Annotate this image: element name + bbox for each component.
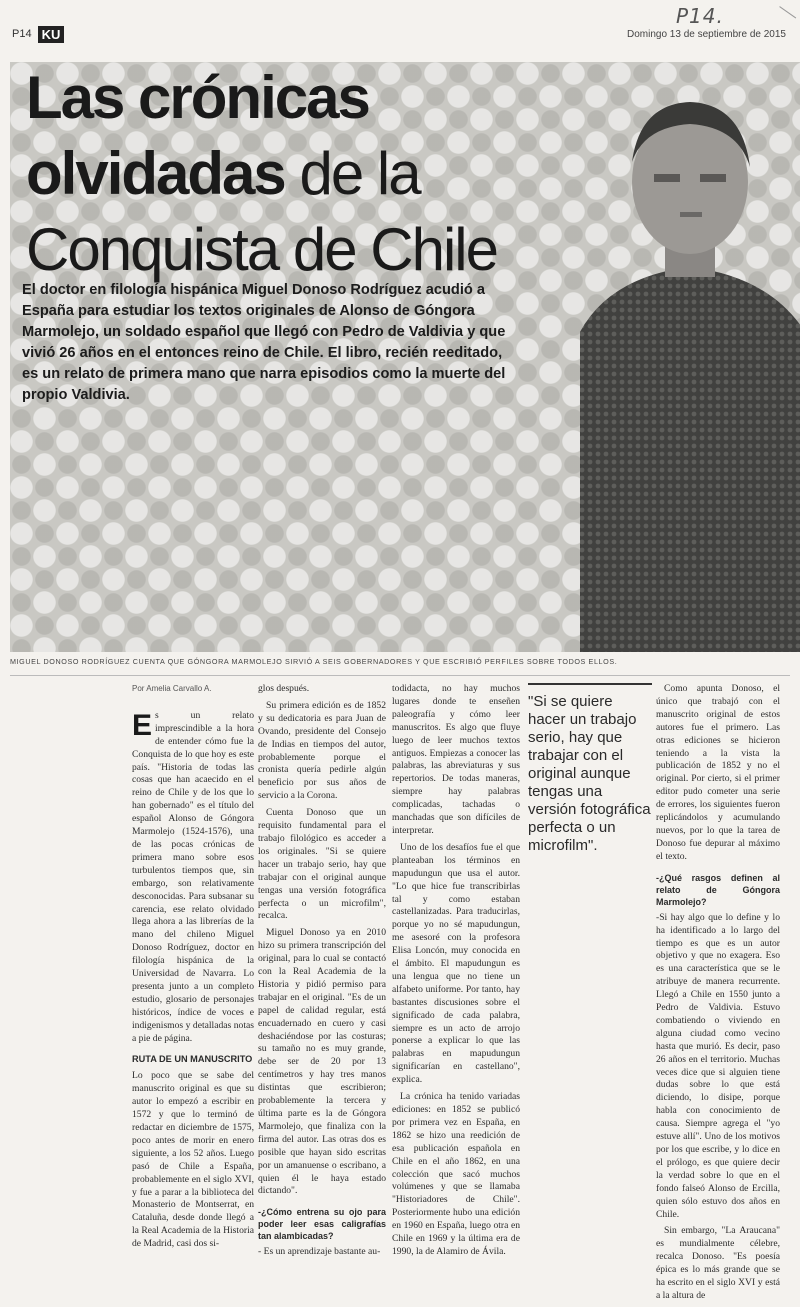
headline-line-1: Las crónicas [26,64,369,131]
interview-question: -¿Qué rasgos definen al relato de Góngora Marmolejo? [656,872,780,907]
issue-date: Domingo 13 de septiembre de 2015 [627,28,786,40]
article-column-2 [258,683,386,1263]
lede-paragraph: El doctor en filología hispánica Miguel Donoso Rodríguez acudió a España para estudiar los textos originales de Alonso de Góngora Marmolejo, un soldado español que llegó con Pedro de Valdivia y que vivió 26 años en el entonces reino de Chile. El libro, recién reeditado, es un relato de primera mano que narra episodios como la muerte del propio Valdivia. [22,282,506,403]
article-column-4 [528,683,652,855]
paragraph: - Es un aprendizaje bastante au- [258,1246,381,1258]
paragraph: s un relato imprescindible a la hora de entender cómo fue la Conquista de lo que hoy es este país. "Historia de todas las cosas que han acaecido en el reino de Chile y de los que lo han gobernado" es el título del español Alonso de Góngora Marmolejo (1524-1576), una de las pocas crónicas de primera mano sobre esos turbulentos tiempos que, sin embargo, son relativamente desconocidas. Para subsanar su carencia, ese relato olvidado llega ahora a las librerías de la mano del chileno Miguel Donoso Rodríguez, doctor en filología hispánica de la Universidad de Navarra. Lo presenta junto a un completo estudio, glosario de personajes históricos, índice de voces e indigenismos y detalladas notas a pie de página. [132,709,254,1044]
article-column-1 [132,683,254,1255]
article-column-3 [392,683,520,1263]
article-column-5 [656,683,780,1307]
paragraph: -Si hay algo que lo define y lo ha identificado a lo largo del tiempo es que es un autor objetivo y que no exagera. Eso es una característica que se le atribuye de manera recurrente. Llegó a Chile en 1550 junto a Pedro de Valdivia. Estuvo combatiendo o viviendo en alguna ciudad como vecino hasta que murió. Es decir, paso 26 años en el territorio. Muchas veces dice que si alguien tiene dudas sobre lo que está diciendo, lo disipe, porque habla con conocimiento de causa. Siempre agrega el "yo estuve allí". Uno de los motivos por los que escribe, y lo dice en el prólogo, es que quiere decir la verdad sobre lo que en el fondo falseó Alonso de Ercilla, quien sólo estuvo dos años en Chile. [656,911,780,1220]
paragraph: Como apunta Donoso, el único que trabajó con el manuscrito original de estos autores fue el primero. Las otras ediciones se hicieron teniendo a la vista la publicación de 1852 y no el original. Por cierto, si el primer editor pudo cometer una serie de errores, los siguientes fueron replicándolos y acumulando nuevos, por lo que la tarea de Donoso fue depurar al máximo el texto. [656,683,780,862]
paragraph: Uno de los desafíos fue el que planteaban los términos en mapudungun que usa el autor. "Lo que hice fue transcribirlas tal y como estaban castellanizadas. Para traducirlas, porque yo no sé mapudungun, me asesoré con la profesora Elisa Loncón, muy conocida en el ámbito. El mapudungun es una lengua que no tiene un alfabeto uniforme. Por tanto, hay bastantes discusiones sobre el significado de cada palabra, siempre es un acto de arrojo ponerse a explicar lo que las palabras en mapudungun significarían en castellano", explica. [392,841,520,1086]
headline-line-2-bold: olvidadas [26,140,285,207]
paragraph: Cuenta Donoso que un requisito fundamental para el trabajo filológico es acceder a los originales. "Si se quiere hacer un trabajo serio, hay que trabajar con el original aunque tengas una versión fotográfica perfecta o un microfilm", recalca. [258,807,386,922]
section-badge: KU [38,26,65,43]
paragraph: Su primera edición es de 1852 y su dedicatoria es para Juan de Ovando, presidente del Consejo de Indias en tiempos del autor, probablemente porque el cronista quería pedirle algún beneficio por sus años de servicio a la Corona. [258,699,386,802]
page-number: P14 [12,28,32,40]
paragraph: glos después. [258,683,310,694]
headline [26,60,497,288]
portrait-photo [570,82,800,652]
paragraph: Miguel Donoso ya en 2010 hizo su primera transcripción del original, para lo cual se contactó con la Real Academia de la Historia y pidió permiso para trabajar en el original. "Es de un papel de calidad regular, está encuadernado en cuero y casi deshaciéndose por las costuras; su tamaño no es muy grande, debe ser de 20 por 13 centímetros y hay tres manos distintas que escribieron; probablemente la tercera y última parte es la de Góngora Marmolejo, que finaliza con la firma del autor. Las otras dos es posible que hayan sido escritas por un amanuense o escribano, a quien él le haya estado dictando". [258,927,386,1197]
photo-caption: MIGUEL DONOSO RODRÍGUEZ CUENTA QUE GÓNGORA MARMOLEJO SIRVIÓ A SEIS GOBERNADORES Y QUE ESCRIBIÓ PERFILES SOBRE TODOS ELLOS. [10,657,618,666]
page-header [12,22,786,46]
pull-quote: "Si se quiere hacer un trabajo serio, hay que trabajar con el original aunque tengas una versión fotográfica perfecta o un microfilm". [528,683,652,855]
caption-divider [10,675,790,676]
handwritten-page-mark: P14. [676,4,724,28]
paragraph: Sin embargo, "La Araucana" es mundialmente célebre, recalca Donoso. "Es poesía épica es lo más grande que se ha escrito en el siglo XVI y está a la altura de [656,1225,780,1301]
headline-line-2-light: de la [284,140,420,207]
paragraph: La crónica ha tenido variadas ediciones: en 1852 se publicó por primera vez en España, en 1862 se hizo una reedición de esa publicación española en Chile en el año 1862, en una colección que sacó muchos volúmenes y que se llamaba "Historiadores de Chile". Posteriormente hubo una edición en 1960 en España, luego otra en Chile en 1969 y la última era de 1990, la de Alamiro de Ávila. [392,1091,520,1257]
headline-line-3: Conquista de Chile [26,216,497,283]
byline: Por Amelia Carvallo A. [132,684,212,693]
interview-question: -¿Cómo entrena su ojo para poder leer esas caligrafías tan alambicadas? [258,1207,386,1242]
paragraph: Lo poco que se sabe del manuscrito original es que su autor lo empezó a escribir en 1572 y que lo terminó de redactar en diciembre de 1575, poco antes de morir en enero siguiente, a los 52 años. Luego pasó de Chile a España, probablemente en el siglo XVI, y fue a parar a la biblioteca del Monasterio de Montserrat, en Cataluña, desde donde llegó a la Real Academia de la Historia de Madrid, casi dos si- [132,1070,254,1250]
paragraph: todidacta, no hay muchos lugares donde te enseñen paleografía y cómo leer manuscritos. Es algo que fluye luego de leer muchos textos antiguos. Empiezas a conocer las palabras, las abreviaturas y sus repertorios. De todas maneras, siempre hay palabras complicadas, tachadas o manchadas que son difíciles de interpretar. [392,683,520,836]
drop-cap: E [132,708,153,742]
subheading: RUTA DE UN MANUSCRITO [132,1054,253,1065]
